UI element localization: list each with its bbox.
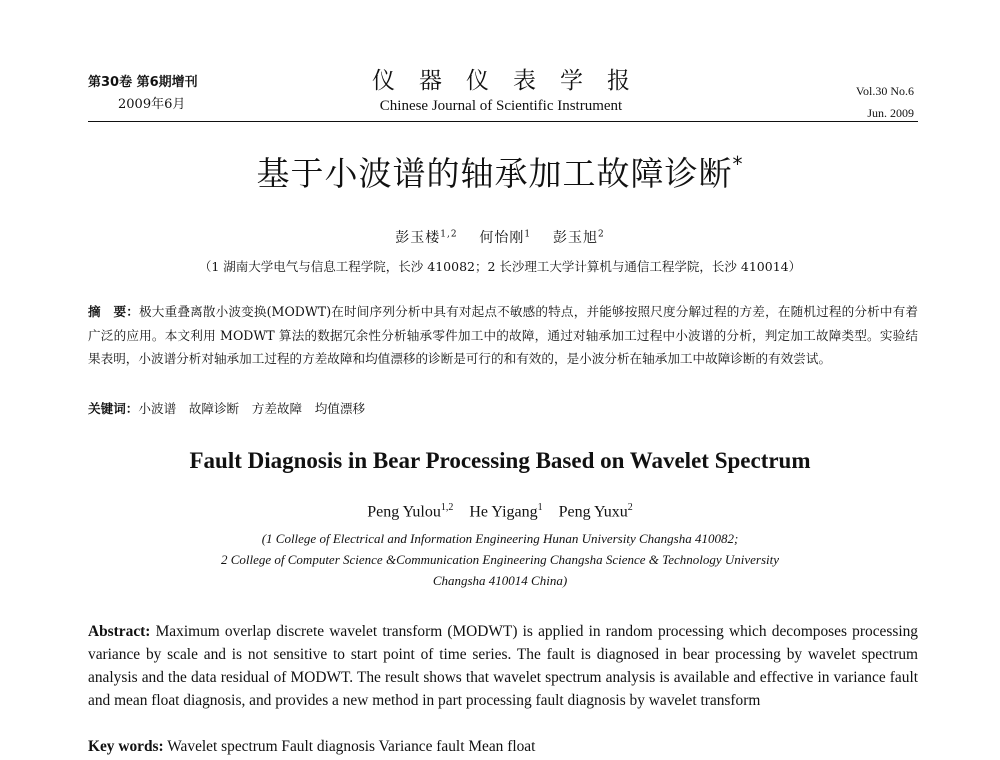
title-footnote-mark: * [732, 152, 744, 176]
journal-name-cn: 仪器仪表学报 [372, 68, 654, 94]
author-en-sup: 1 [537, 502, 543, 513]
author-en: He Yigang [469, 503, 538, 521]
running-header [88, 68, 914, 122]
author-en: Peng Yuxu [558, 503, 628, 521]
header-volume-cn: 第30卷 第6期增刊 [88, 75, 198, 90]
author-en-sup: 1,2 [440, 502, 454, 513]
author-en-sup: 2 [627, 502, 633, 513]
abstract-en-text: Maximum overlap discrete wavelet transform (MODWT) is applied in random processing which decomposes processing variance by scale and is not sensitive to start point of time series. The fault is diagnosed in bear processing by wavelet spectrum analysis and the data residual of MODWT. The result shows that wavelet spectrum analysis is available and effective in variance fault and mean float diagnosis, and provides a new method in part processing fault diagnosis by wavelet transform [88, 623, 918, 709]
author-cn: 彭玉旭 [552, 230, 598, 246]
affiliation-en-line: 2 College of Computer Science &Communication Engineering Changsha Science & Technology University [220, 552, 780, 567]
header-volume-en: Vol.30 No.6 [855, 84, 914, 98]
header-rule [88, 121, 918, 122]
paper-title-cn-text: 基于小波谱的轴承加工故障诊断 [256, 154, 733, 193]
keywords-cn-text: 小波谱 故障诊断 方差故障 均值漂移 [138, 401, 366, 416]
keywords-en-text: Wavelet spectrum Fault diagnosis Variance fault Mean float [167, 738, 536, 755]
paper-title-en: Fault Diagnosis in Bear Processing Based on Wavelet Spectrum [189, 448, 811, 473]
author-cn: 彭玉楼 [395, 230, 441, 246]
affiliation-en-line: Changsha 410014 China) [432, 573, 568, 588]
abstract-cn [88, 300, 918, 371]
keywords-en [88, 738, 918, 756]
abstract-en [88, 620, 918, 712]
author-cn: 何怡刚 [479, 230, 525, 246]
header-date-cn: 2009年6月 [118, 97, 186, 112]
affiliation-en-line: (1 College of Electrical and Information Engineering Hunan University Changsha 410082; [261, 531, 739, 546]
author-cn-sup: 1,2 [440, 229, 458, 240]
journal-name-en: Chinese Journal of Scientific Instrument [379, 98, 623, 114]
keywords-en-label: Key words: [88, 738, 164, 755]
header-center [328, 66, 674, 116]
header-left [88, 72, 198, 116]
keywords-cn [88, 398, 918, 417]
author-cn-sup: 2 [597, 229, 605, 240]
author-en: Peng Yulou [367, 503, 441, 521]
header-right [856, 80, 914, 124]
abstract-cn-label: 摘 要： [88, 304, 140, 319]
author-cn-sup: 1 [524, 229, 532, 240]
paper-title-cn [0, 148, 1000, 195]
authors-cn [0, 227, 1000, 247]
affiliation-cn: （1 湖南大学电气与信息工程学院，长沙 410082；2 长沙理工大学计算机与通信工程学院，长沙 410014） [198, 259, 802, 274]
abstract-en-label: Abstract: [88, 623, 151, 640]
authors-en [0, 502, 1000, 521]
affiliation-en [0, 528, 1000, 591]
keywords-cn-label: 关键词： [88, 401, 139, 416]
abstract-cn-text: 极大重叠离散小波变换(MODWT)在时间序列分析中具有对起点不敏感的特点，并能够按照尺度分解过程的方差，在随机过程的分析中有着广泛的应用。本文利用 MODWT 算法的数据冗余性分析轴承零件加工中的故障，通过对轴承加工过程中小波谱的分析，判定加工故障类型。实验结果表明，小波谱分析对轴承加工过程的方差故障和均值漂移的诊断是可行的和有效的，是小波分析在轴承加工中故障诊断的有效尝试。 [88, 304, 919, 366]
header-date-en: Jun. 2009 [867, 106, 914, 120]
